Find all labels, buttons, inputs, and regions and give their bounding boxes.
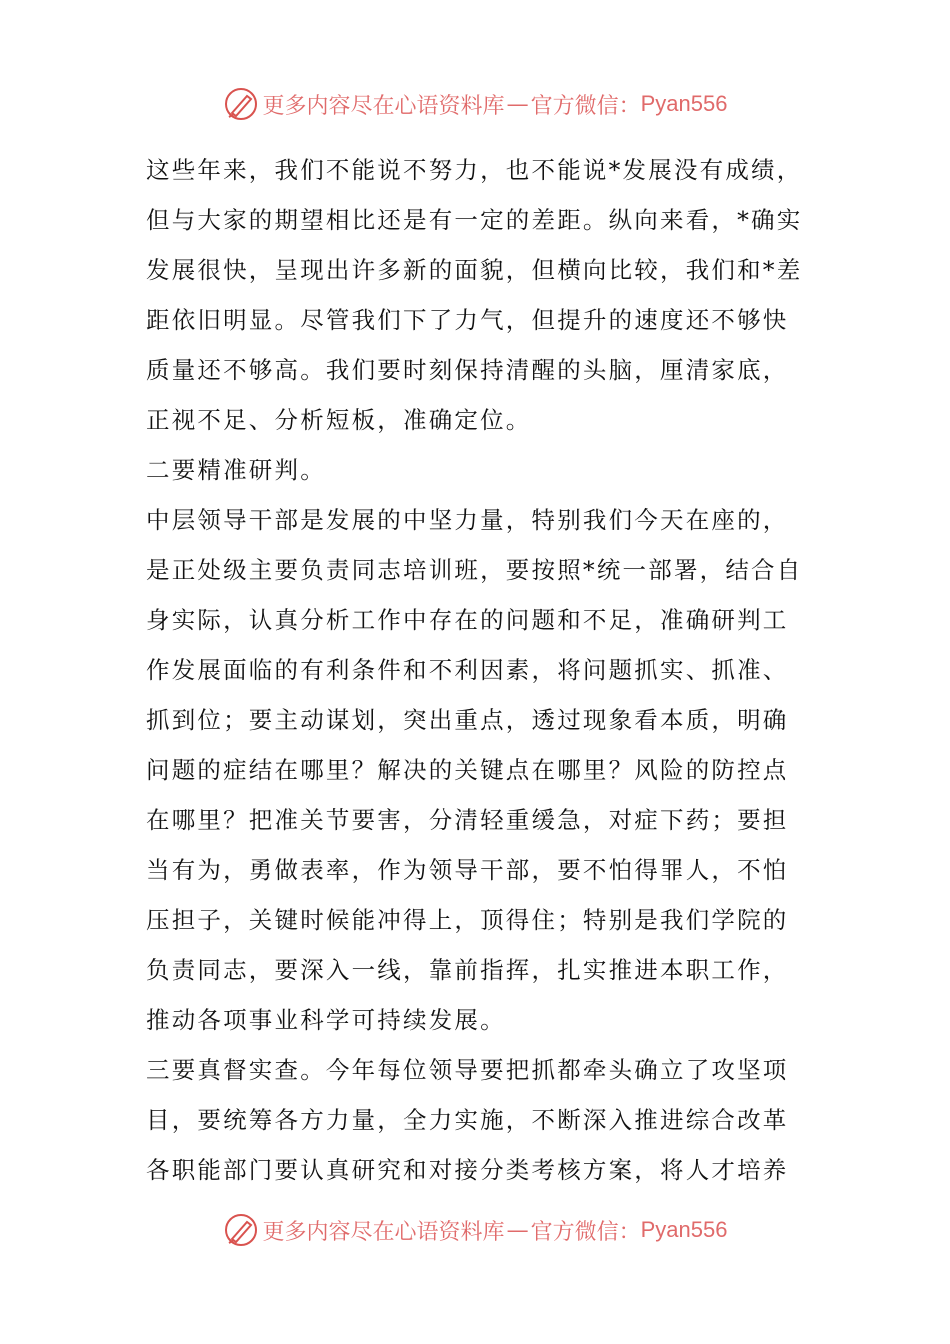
text-line: 是正处级主要负责同志培训班，要按照*统一部署，结合自	[146, 556, 803, 584]
text-line: 问题的症结在哪里？解决的关键点在哪里？风险的防控点	[146, 756, 789, 784]
text-line: 质量还不够高。我们要时刻保持清醒的头脑，厘清家底，	[146, 356, 789, 384]
text-line: 正视不足、分析短板，准确定位。	[146, 406, 532, 434]
text-line: 负责同志，要深入一线，靠前指挥，扎实推进本职工作，	[146, 956, 789, 984]
text-line: 在哪里？把准关节要害，分清轻重缓急，对症下药；要担	[146, 806, 789, 834]
text-line: 中层领导干部是发展的中坚力量，特别我们今天在座的，	[146, 506, 789, 534]
text-line: 身实际，认真分析工作中存在的问题和不足，准确研判工	[146, 606, 789, 634]
footer-watermark-banner	[0, 1210, 950, 1250]
pen-logo-icon	[223, 86, 259, 122]
text-line: 目，要统筹各方力量，全力实施，不断深入推进综合改革	[146, 1106, 789, 1134]
text-line: 这些年来，我们不能说不努力，也不能说*发展没有成绩，	[146, 156, 803, 184]
paragraph-3	[146, 1045, 810, 1195]
header-watermark-banner	[0, 84, 950, 124]
banner-wechat-label: 官方微信：	[530, 93, 641, 119]
text-line: 压担子，关键时候能冲得上，顶得住；特别是我们学院的	[146, 906, 789, 934]
text-line: 推动各项事业科学可持续发展。	[146, 1006, 506, 1034]
text-line: 当有为，勇做表率，作为领导干部，要不怕得罪人，不怕	[146, 856, 789, 884]
banner-site-text: 更多内容尽在心语资料库	[262, 93, 505, 119]
paragraph-1	[146, 145, 810, 445]
text-line: 二要精准研判。	[146, 456, 326, 484]
banner-dash: —	[506, 91, 529, 117]
text-line: 但与大家的期望相比还是有一定的差距。纵向来看，*确实	[146, 206, 803, 234]
text-line: 发展很快，呈现出许多新的面貌，但横向比较，我们和*差	[146, 256, 803, 284]
banner-dash: —	[506, 1217, 529, 1243]
text-line: 各职能部门要认真研究和对接分类考核方案，将人才培养	[146, 1156, 789, 1184]
paragraph-2	[146, 495, 810, 1045]
text-line: 作发展面临的有利条件和不利因素，将问题抓实、抓准、	[146, 656, 789, 684]
text-line: 抓到位；要主动谋划，突出重点，透过现象看本质，明确	[146, 706, 789, 734]
text-line: 距依旧明显。尽管我们下了力气，但提升的速度还不够快	[146, 306, 789, 334]
pen-logo-icon	[223, 1212, 259, 1248]
banner-wechat-id: Pyan556	[640, 1217, 728, 1242]
banner-site-text: 更多内容尽在心语资料库	[262, 1219, 505, 1245]
banner-wechat-id: Pyan556	[640, 91, 728, 116]
section-heading-2	[146, 445, 810, 495]
banner-wechat-label: 官方微信：	[530, 1219, 641, 1245]
document-body	[146, 145, 810, 1195]
text-line: 三要真督实查。今年每位领导要把抓都牵头确立了攻坚项	[146, 1056, 789, 1084]
